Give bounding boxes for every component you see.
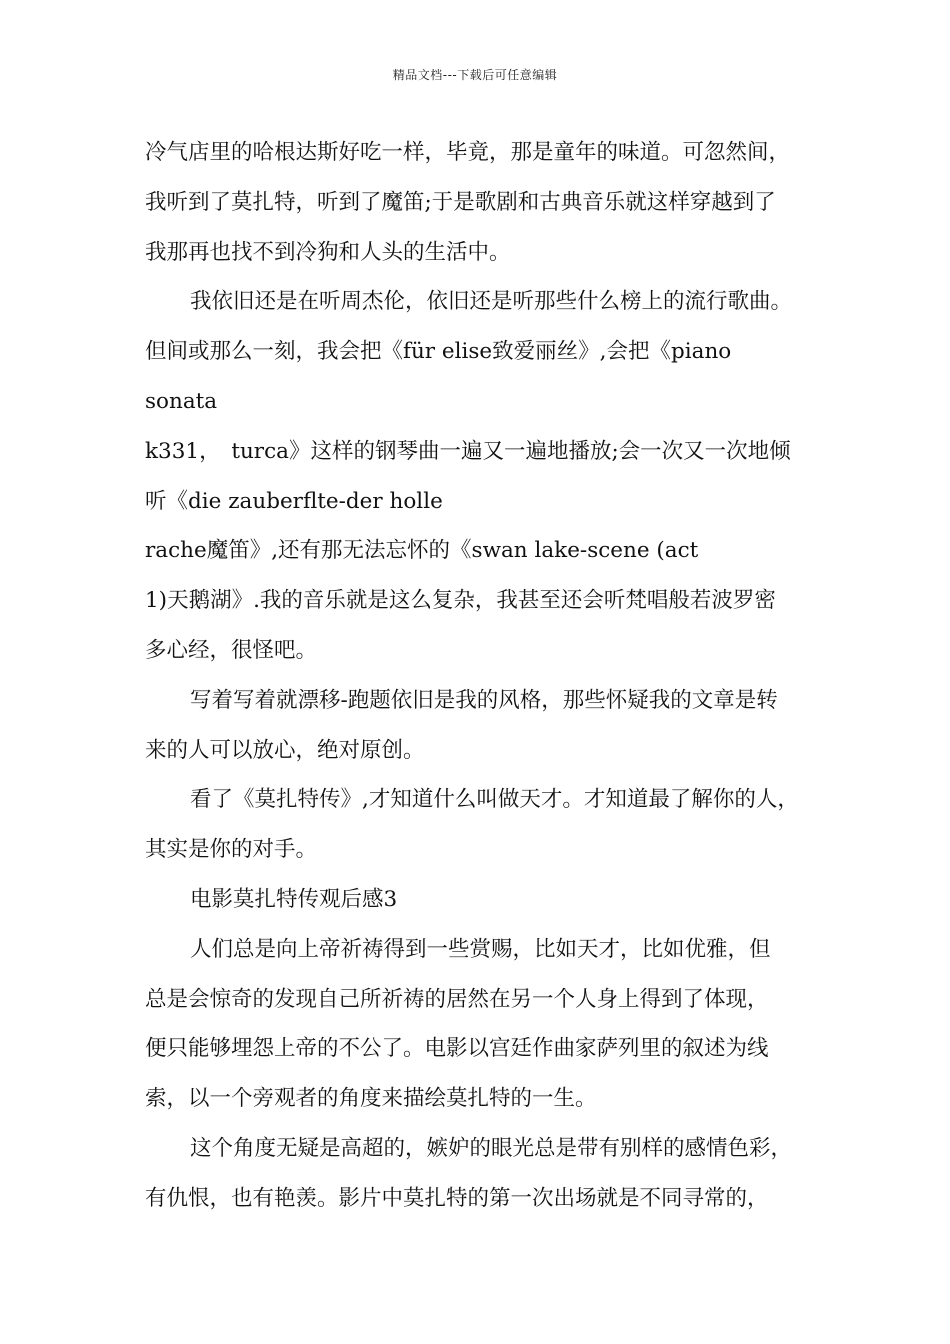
text-line: 便只能够埋怨上帝的不公了。电影以宫廷作曲家萨列里的叙述为线 bbox=[145, 1036, 769, 1062]
text-line: 来的人可以放心，绝对原创。 bbox=[145, 737, 425, 763]
text-line: 我那再也找不到冷狗和人头的生活中。 bbox=[145, 239, 511, 265]
text-line: 索，以一个旁观者的角度来描绘莫扎特的一生。 bbox=[145, 1086, 597, 1112]
text-line: rache魔笛》,还有那无法忘怀的《swan lake-scene (act bbox=[145, 538, 699, 564]
text-line: 我听到了莫扎特，听到了魔笛;于是歌剧和古典音乐就这样穿越到了 bbox=[145, 189, 776, 215]
text-line: 听《die zauberflte-der holle bbox=[145, 488, 443, 514]
document-body bbox=[145, 128, 835, 1224]
text-line: k331， turca》这样的钢琴曲一遍又一遍地播放;会一次又一次地倾 bbox=[145, 438, 791, 464]
paragraph-start: 人们总是向上帝祈祷得到一些赏赐，比如天才，比如优雅，但 bbox=[190, 936, 771, 962]
text-line: 但间或那么一刻，我会把《für elise致爱丽丝》,会把《piano bbox=[145, 339, 732, 365]
paragraph-start: 我依旧还是在听周杰伦，依旧还是听那些什么榜上的流行歌曲。 bbox=[190, 289, 793, 315]
text-line: 其实是你的对手。 bbox=[145, 837, 318, 863]
section-title: 电影莫扎特传观后感3 bbox=[190, 886, 398, 912]
paragraph-start: 这个角度无疑是高超的，嫉妒的眼光总是带有别样的感情色彩， bbox=[190, 1135, 793, 1161]
page-header: 精品文档---下载后可任意编辑 bbox=[392, 68, 558, 82]
paragraph-start: 写着写着就漂移-跑题依旧是我的风格，那些怀疑我的文章是转 bbox=[190, 687, 778, 713]
text-line: 多心经，很怪吧。 bbox=[145, 637, 318, 663]
text-line: 冷气店里的哈根达斯好吃一样，毕竟，那是童年的味道。可忽然间， bbox=[145, 140, 791, 165]
text-line: 有仇恨，也有艳羡。影片中莫扎特的第一次出场就是不同寻常的， bbox=[145, 1185, 769, 1211]
text-line: sonata bbox=[145, 388, 218, 414]
text-line: 1)天鹅湖》.我的音乐就是这么复杂，我甚至还会听梵唱般若波罗密 bbox=[145, 588, 776, 614]
text-line: 总是会惊奇的发现自己所祈祷的居然在另一个人身上得到了体现， bbox=[145, 986, 769, 1012]
paragraph-start: 看了《莫扎特传》,才知道什么叫做天才。才知道最了解你的人， bbox=[190, 787, 799, 813]
